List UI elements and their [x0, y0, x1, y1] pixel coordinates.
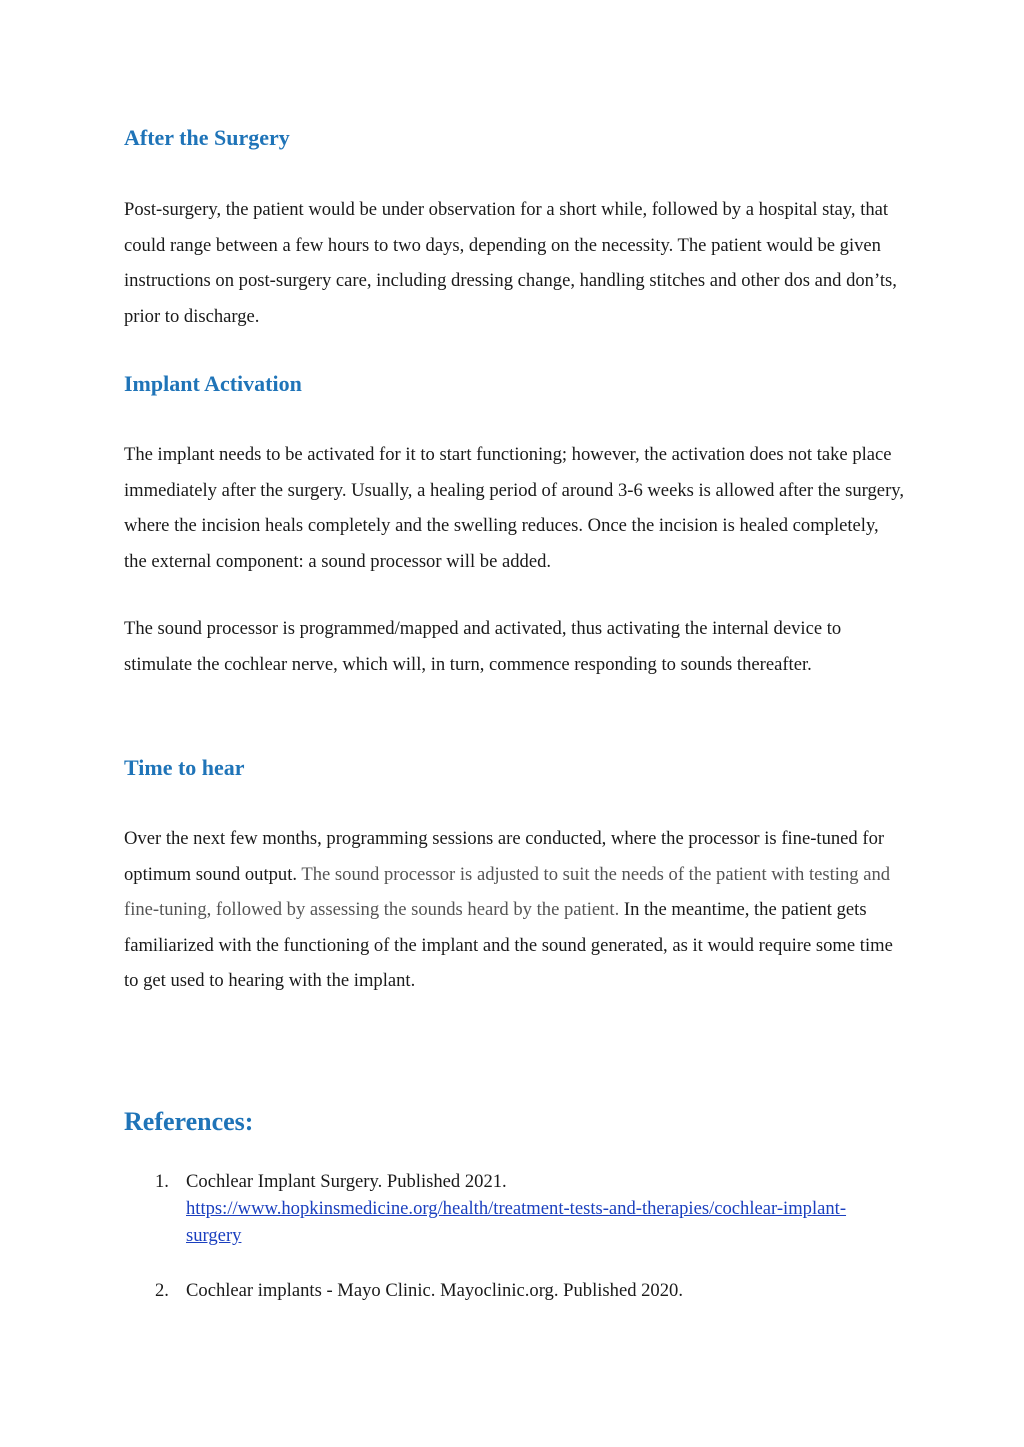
reference-text-1: Cochlear Implant Surgery. Published 2021.: [186, 1171, 507, 1192]
reference-number-2: 2.: [155, 1280, 169, 1301]
reference-item-2: [124, 1277, 884, 1304]
reference-item-1: [124, 1168, 884, 1249]
paragraph-time-to-hear-part3: In the meantime, the patient gets familiarized with the functioning of the implant and the sound generated, as it would require some time to get used to hearing with the implant.: [124, 899, 893, 992]
reference-text-2: Cochlear implants - Mayo Clinic. Mayoclinic.org. Published 2020.: [186, 1280, 683, 1301]
reference-number-1: 1.: [155, 1171, 169, 1192]
paragraph-implant-activation-2: The sound processor is programmed/mapped and activated, thus activating the internal device to stimulate the cochlear nerve, which will, in turn, commence responding to sounds thereafter.: [124, 618, 842, 675]
paragraph-time-to-hear-muted: The sound processor is adjusted to suit the needs of the patient with testing and fine-tuning, followed by assessing the sounds heard by the patient.: [124, 863, 891, 921]
heading-time-to-hear: Time to hear: [124, 755, 245, 780]
reference-link-1[interactable]: https://www.hopkinsmedicine.org/health/treatment-tests-and-therapies/cochlear-implant-surgery: [186, 1198, 847, 1246]
heading-implant-activation: Implant Activation: [124, 371, 302, 396]
paragraph-after-the-surgery: Post-surgery, the patient would be under observation for a short while, followed by a hospital stay, that could range between a few hours to two days, depending on the necessity. The patient would be given instructions on post-surgery care, including dressing change, handling stitches and other dos and don’ts, prior to discharge.: [124, 199, 897, 327]
paragraph-implant-activation-1: The implant needs to be activated for it to start functioning; however, the activation does not take place immediately after the surgery. Usually, a healing period of around 3-6 weeks is allowed after the surgery, where the incision heals completely and the swelling reduces. Once the incision is healed completely, the external component: a sound processor will be added.: [124, 444, 904, 572]
paragraph-time-to-hear-part1: Over the next few months, programming sessions are conducted, where the processor is fine-tuned for optimum sound output.: [124, 828, 885, 885]
heading-after-the-surgery: After the Surgery: [124, 125, 290, 150]
references-list: [124, 1168, 884, 1332]
paragraph-time-to-hear: [124, 821, 904, 999]
heading-references: References:: [124, 1107, 254, 1136]
